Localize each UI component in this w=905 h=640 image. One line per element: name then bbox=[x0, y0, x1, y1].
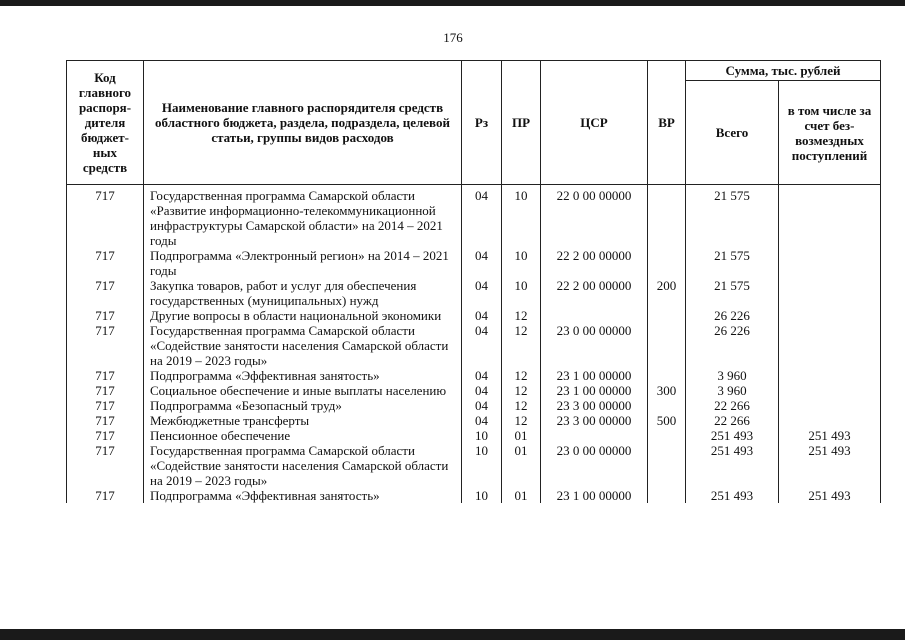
cell-total: 26 226 bbox=[686, 308, 779, 323]
cell-csr bbox=[541, 308, 648, 323]
cell-grants bbox=[779, 278, 881, 308]
cell-pr: 12 bbox=[502, 383, 541, 398]
cell-total: 3 960 bbox=[686, 383, 779, 398]
cell-pr: 12 bbox=[502, 368, 541, 383]
cell-pr: 12 bbox=[502, 398, 541, 413]
cell-total: 251 493 bbox=[686, 488, 779, 503]
cell-total: 3 960 bbox=[686, 368, 779, 383]
cell-code: 717 bbox=[67, 368, 144, 383]
cell-vr bbox=[648, 308, 686, 323]
cell-grants bbox=[779, 368, 881, 383]
cell-csr: 22 2 00 00000 bbox=[541, 248, 648, 278]
table-row bbox=[67, 248, 881, 278]
header-name: Наименование главного распорядителя средств областного бюджета, раздела, подраздела, целевой статьи, группы видов расходов bbox=[144, 61, 462, 185]
table-row bbox=[67, 413, 881, 428]
cell-grants bbox=[779, 398, 881, 413]
cell-grants bbox=[779, 323, 881, 368]
cell-name: Государственная программа Самарской области «Содействие занятости населения Самарской области на 2019 – 2023 годы» bbox=[144, 323, 462, 368]
cell-rz: 10 bbox=[462, 443, 502, 488]
cell-csr: 23 1 00 00000 bbox=[541, 383, 648, 398]
cell-pr: 12 bbox=[502, 413, 541, 428]
cell-csr: 23 1 00 00000 bbox=[541, 488, 648, 503]
cell-rz: 10 bbox=[462, 488, 502, 503]
cell-name: Подпрограмма «Безопасный труд» bbox=[144, 398, 462, 413]
header-sum: Сумма, тыс. рублей bbox=[686, 61, 881, 81]
cell-csr: 22 0 00 00000 bbox=[541, 185, 648, 249]
cell-rz: 04 bbox=[462, 383, 502, 398]
bottom-border bbox=[0, 629, 905, 640]
cell-total: 22 266 bbox=[686, 413, 779, 428]
cell-csr bbox=[541, 428, 648, 443]
cell-pr: 10 bbox=[502, 278, 541, 308]
cell-total: 22 266 bbox=[686, 398, 779, 413]
top-border bbox=[0, 0, 905, 6]
cell-code: 717 bbox=[67, 278, 144, 308]
cell-name: Подпрограмма «Эффективная занятость» bbox=[144, 488, 462, 503]
cell-name: Пенсионное обеспечение bbox=[144, 428, 462, 443]
cell-vr bbox=[648, 443, 686, 488]
table-row bbox=[67, 185, 881, 249]
cell-pr: 01 bbox=[502, 443, 541, 488]
cell-pr: 01 bbox=[502, 488, 541, 503]
cell-csr: 23 3 00 00000 bbox=[541, 398, 648, 413]
cell-rz: 04 bbox=[462, 248, 502, 278]
budget-table bbox=[66, 60, 881, 503]
cell-vr bbox=[648, 398, 686, 413]
cell-name: Межбюджетные трансферты bbox=[144, 413, 462, 428]
cell-code: 717 bbox=[67, 185, 144, 249]
cell-name: Государственная программа Самарской области «Развитие информационно-телекоммуникационной инфраструктуры Самарской области» на 2014 – 2021 годы bbox=[144, 185, 462, 249]
cell-code: 717 bbox=[67, 383, 144, 398]
cell-grants bbox=[779, 248, 881, 278]
cell-name: Закупка товаров, работ и услуг для обеспечения государственных (муниципальных) нужд bbox=[144, 278, 462, 308]
cell-grants bbox=[779, 383, 881, 398]
cell-code: 717 bbox=[67, 308, 144, 323]
cell-rz: 10 bbox=[462, 428, 502, 443]
header-code: Код главного распоря-дителя бюджет-ных средств bbox=[67, 61, 144, 185]
header-total: Всего bbox=[686, 81, 779, 185]
table-row bbox=[67, 443, 881, 488]
cell-total: 251 493 bbox=[686, 428, 779, 443]
cell-name: Другие вопросы в области национальной экономики bbox=[144, 308, 462, 323]
cell-grants: 251 493 bbox=[779, 488, 881, 503]
cell-code: 717 bbox=[67, 428, 144, 443]
cell-vr bbox=[648, 323, 686, 368]
cell-rz: 04 bbox=[462, 185, 502, 249]
header-rz: Рз bbox=[462, 61, 502, 185]
cell-rz: 04 bbox=[462, 308, 502, 323]
cell-vr: 200 bbox=[648, 278, 686, 308]
cell-code: 717 bbox=[67, 488, 144, 503]
table-row bbox=[67, 368, 881, 383]
cell-csr: 22 2 00 00000 bbox=[541, 278, 648, 308]
cell-grants bbox=[779, 413, 881, 428]
cell-csr: 23 0 00 00000 bbox=[541, 443, 648, 488]
cell-code: 717 bbox=[67, 323, 144, 368]
cell-pr: 12 bbox=[502, 308, 541, 323]
cell-csr: 23 1 00 00000 bbox=[541, 368, 648, 383]
cell-rz: 04 bbox=[462, 278, 502, 308]
table-row bbox=[67, 428, 881, 443]
cell-csr: 23 3 00 00000 bbox=[541, 413, 648, 428]
cell-vr bbox=[648, 185, 686, 249]
cell-grants bbox=[779, 185, 881, 249]
header-pr: ПР bbox=[502, 61, 541, 185]
cell-code: 717 bbox=[67, 398, 144, 413]
table-row bbox=[67, 488, 881, 503]
cell-grants: 251 493 bbox=[779, 443, 881, 488]
cell-code: 717 bbox=[67, 248, 144, 278]
cell-vr bbox=[648, 368, 686, 383]
cell-name: Подпрограмма «Электронный регион» на 2014 – 2021 годы bbox=[144, 248, 462, 278]
header-csr: ЦСР bbox=[541, 61, 648, 185]
cell-total: 21 575 bbox=[686, 278, 779, 308]
table-row bbox=[67, 278, 881, 308]
header-grants: в том числе за счет без-возмездных поступлений bbox=[779, 81, 881, 185]
table-row bbox=[67, 323, 881, 368]
cell-total: 21 575 bbox=[686, 185, 779, 249]
cell-vr: 500 bbox=[648, 413, 686, 428]
cell-code: 717 bbox=[67, 443, 144, 488]
cell-grants: 251 493 bbox=[779, 428, 881, 443]
cell-total: 26 226 bbox=[686, 323, 779, 368]
cell-grants bbox=[779, 308, 881, 323]
page-number: 176 bbox=[443, 30, 463, 45]
cell-pr: 10 bbox=[502, 185, 541, 249]
cell-rz: 04 bbox=[462, 398, 502, 413]
cell-pr: 10 bbox=[502, 248, 541, 278]
cell-name: Государственная программа Самарской области «Содействие занятости населения Самарской области на 2019 – 2023 годы» bbox=[144, 443, 462, 488]
cell-csr: 23 0 00 00000 bbox=[541, 323, 648, 368]
cell-code: 717 bbox=[67, 413, 144, 428]
cell-vr bbox=[648, 488, 686, 503]
cell-vr bbox=[648, 248, 686, 278]
cell-pr: 12 bbox=[502, 323, 541, 368]
cell-rz: 04 bbox=[462, 368, 502, 383]
cell-name: Подпрограмма «Эффективная занятость» bbox=[144, 368, 462, 383]
cell-pr: 01 bbox=[502, 428, 541, 443]
table-row bbox=[67, 383, 881, 398]
cell-total: 21 575 bbox=[686, 248, 779, 278]
cell-vr: 300 bbox=[648, 383, 686, 398]
cell-name: Социальное обеспечение и иные выплаты населению bbox=[144, 383, 462, 398]
cell-vr bbox=[648, 428, 686, 443]
cell-rz: 04 bbox=[462, 323, 502, 368]
table-row bbox=[67, 398, 881, 413]
cell-total: 251 493 bbox=[686, 443, 779, 488]
cell-rz: 04 bbox=[462, 413, 502, 428]
table-row bbox=[67, 308, 881, 323]
header-vr: ВР bbox=[648, 61, 686, 185]
